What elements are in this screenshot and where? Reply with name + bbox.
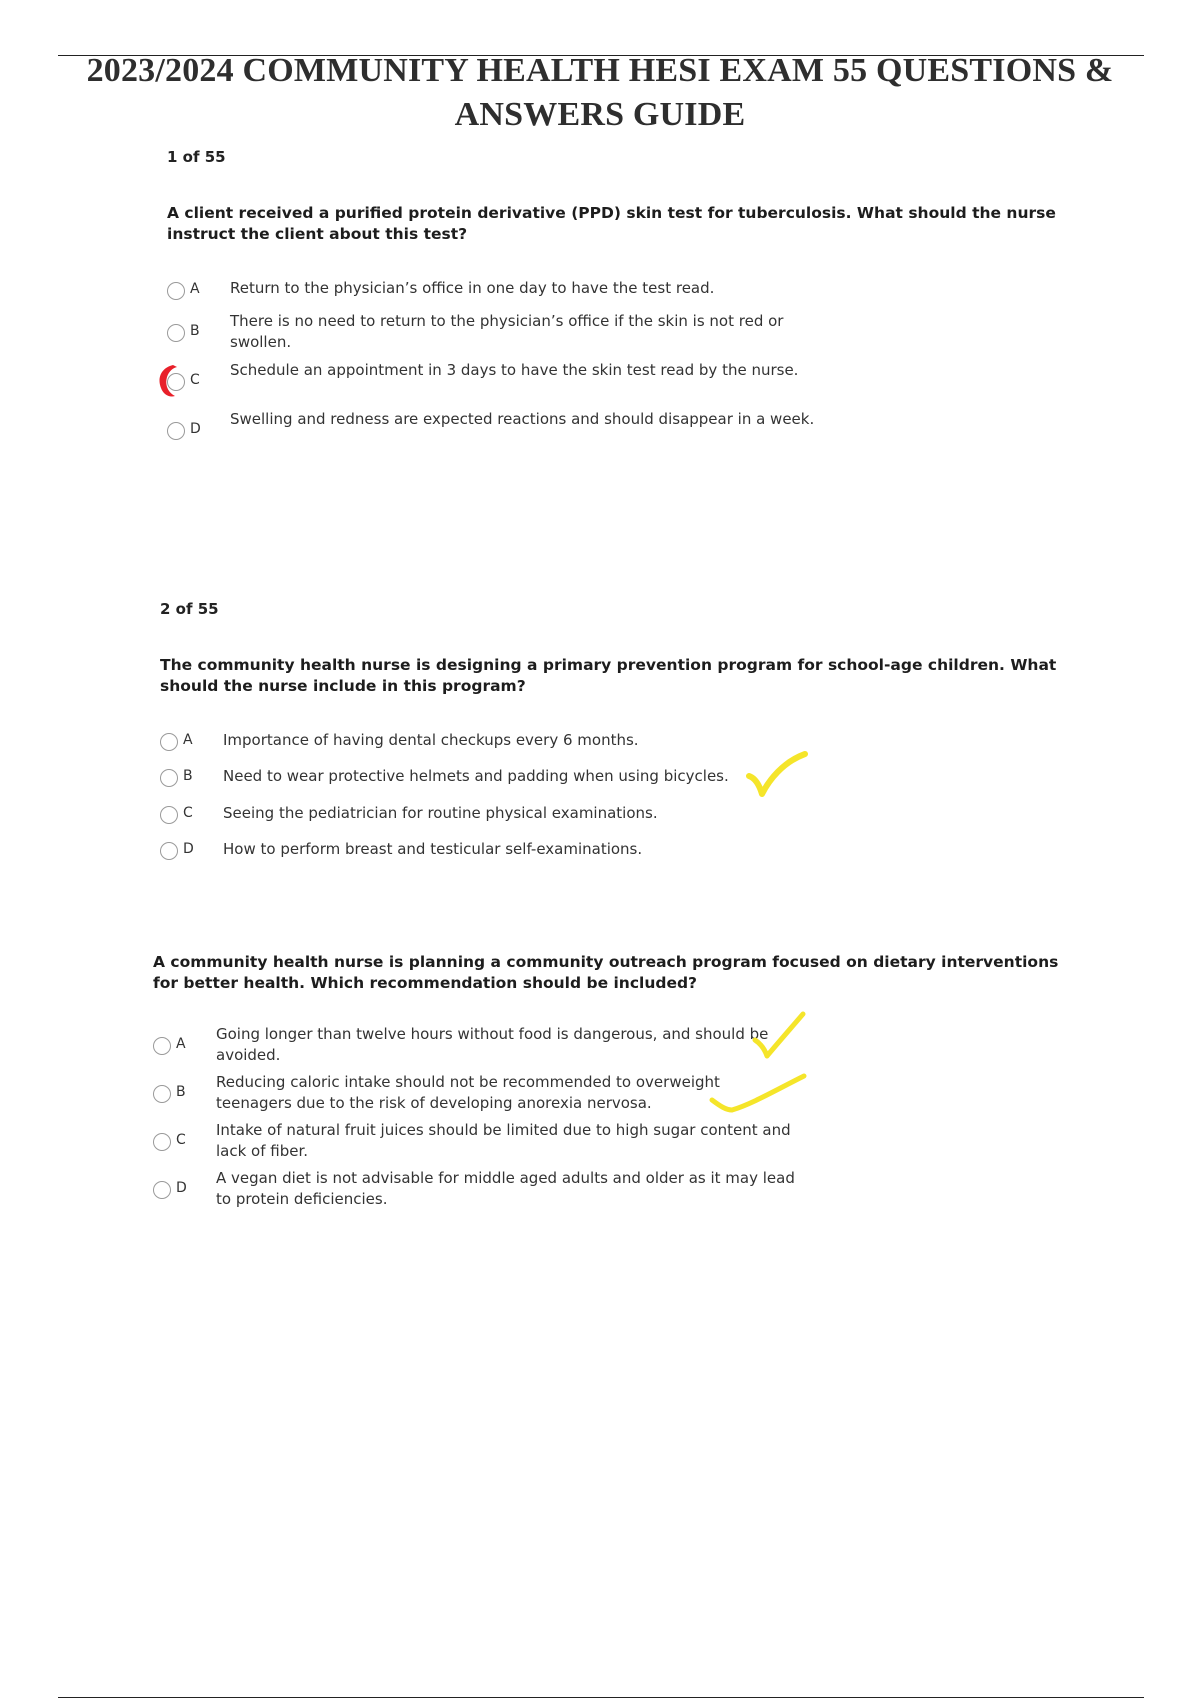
option-letter: D xyxy=(176,1180,187,1196)
option-text: How to perform breast and testicular self-examinations. xyxy=(223,840,643,858)
question-text: The community health nurse is designing a primary prevention program for school-age children. What should the nurse include in this program? xyxy=(160,656,1057,695)
option-letter: C xyxy=(176,1132,186,1148)
option-letter: D xyxy=(190,421,201,437)
option-text: There is no need to return to the physician’s office if the skin is not red or swollen. xyxy=(230,312,784,351)
option-letter: C xyxy=(190,372,200,388)
option-letter: A xyxy=(176,1036,186,1052)
question-text: A client received a purified protein derivative (PPD) skin test for tuberculosis. What should the nurse instruct the client about this test? xyxy=(167,204,1056,243)
option-text: Need to wear protective helmets and padding when using bicycles. xyxy=(223,767,729,785)
radio-button[interactable] xyxy=(160,842,178,860)
option-text: Importance of having dental checkups every 6 months. xyxy=(223,731,639,749)
option-text: Going longer than twelve hours without food is dangerous, and should be avoided. xyxy=(216,1025,769,1064)
page-bottom-rule xyxy=(58,1697,1144,1698)
option-text: Return to the physician’s office in one day to have the test read. xyxy=(230,279,715,297)
radio-button[interactable] xyxy=(167,373,185,391)
option-text: Intake of natural fruit juices should be limited due to high sugar content and lack of fiber. xyxy=(216,1121,791,1160)
option-letter: D xyxy=(183,841,194,857)
question-counter: 2 of 55 xyxy=(160,600,219,618)
document-title: 2023/2024 COMMUNITY HEALTH HESI EXAM 55 QUESTIONS & ANSWERS GUIDE xyxy=(86,52,1114,133)
radio-button[interactable] xyxy=(153,1133,171,1151)
radio-button[interactable] xyxy=(167,422,185,440)
option-text: Seeing the pediatrician for routine physical examinations. xyxy=(223,804,658,822)
option-text: Reducing caloric intake should not be recommended to overweight teenagers due to the risk of developing anorexia nervosa. xyxy=(216,1073,720,1112)
radio-button[interactable] xyxy=(160,806,178,824)
option-text: Schedule an appointment in 3 days to have the skin test read by the nurse. xyxy=(230,361,799,379)
option-letter: A xyxy=(190,281,200,297)
radio-button[interactable] xyxy=(153,1181,171,1199)
radio-button[interactable] xyxy=(167,324,185,342)
question-2 xyxy=(160,599,1100,858)
option-text: A vegan diet is not advisable for middle aged adults and older as it may lead to protein deficiencies. xyxy=(216,1169,795,1208)
option-letter: B xyxy=(190,323,200,339)
option-letter: B xyxy=(183,768,193,784)
option-letter: A xyxy=(183,732,193,748)
question-3 xyxy=(153,952,1093,1208)
question-1 xyxy=(167,147,1107,437)
radio-button[interactable] xyxy=(153,1085,171,1103)
radio-button[interactable] xyxy=(160,769,178,787)
question-text: A community health nurse is planning a community outreach program focused on dietary interventions for better health. Which recommendation should be included? xyxy=(153,953,1059,992)
option-letter: B xyxy=(176,1084,186,1100)
radio-button[interactable] xyxy=(167,282,185,300)
option-text: Swelling and redness are expected reactions and should disappear in a week. xyxy=(230,410,815,428)
radio-button[interactable] xyxy=(160,733,178,751)
radio-button[interactable] xyxy=(153,1037,171,1055)
option-letter: C xyxy=(183,805,193,821)
question-counter: 1 of 55 xyxy=(167,148,226,166)
